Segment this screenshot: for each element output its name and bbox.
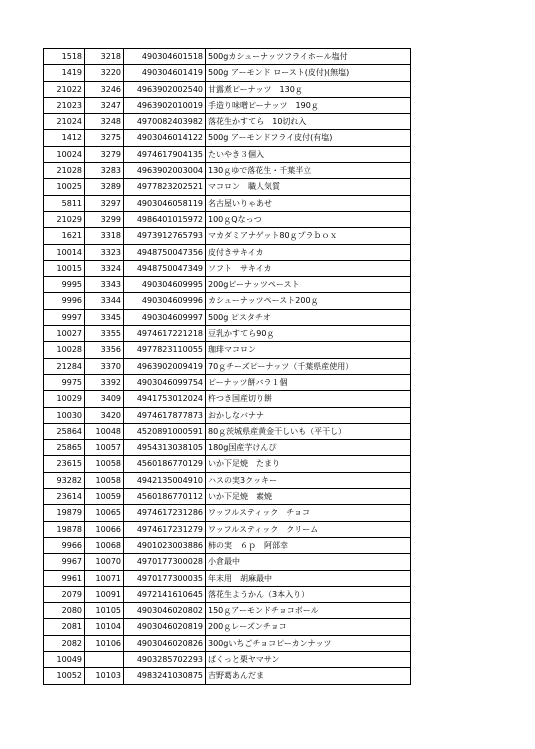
item-code-cell: 21022 (44, 81, 85, 97)
product-name-cell: カシューナッツペースト200ｇ (206, 293, 411, 309)
item-code-cell: 21024 (44, 114, 85, 130)
table-row (44, 65, 411, 81)
barcode-cell: 4948750047349 (124, 260, 206, 276)
item-code-cell: 9961 (44, 570, 85, 586)
product-number-cell: 10091 (85, 586, 124, 602)
product-name-cell: 500g アーモンドフライ皮付(有塩) (206, 130, 411, 146)
item-code-cell: 9967 (44, 554, 85, 570)
barcode-cell: 490304601518 (124, 49, 206, 65)
product-name-cell: いか下足焼 たまり (206, 456, 411, 472)
table-row (44, 440, 411, 456)
table-row (44, 277, 411, 293)
barcode-cell: 4903046020802 (124, 603, 206, 619)
item-code-cell: 10052 (44, 668, 85, 684)
product-name-cell: 落花生かすてら 10切れ入 (206, 114, 411, 130)
product-number-cell: 10103 (85, 668, 124, 684)
barcode-cell: 4977823110055 (124, 342, 206, 358)
product-number-cell: 3392 (85, 374, 124, 390)
product-name-cell: 300gいちごチョコピーカンナッツ (206, 635, 411, 651)
product-name-cell: ピーナッツ餅バラ１個 (206, 374, 411, 390)
product-number-cell: 10058 (85, 456, 124, 472)
item-code-cell: 10028 (44, 342, 85, 358)
barcode-cell: 4901023003886 (124, 537, 206, 553)
table-row (44, 293, 411, 309)
product-name-cell: 200gピーナッツペースト (206, 277, 411, 293)
product-name-cell: ワッフルスティック クリーム (206, 521, 411, 537)
product-number-cell: 3318 (85, 228, 124, 244)
barcode-cell: 4977823202521 (124, 179, 206, 195)
product-name-cell: マコロン 職人気質 (206, 179, 411, 195)
product-name-cell: ぱくっと栗ヤマサン (206, 651, 411, 667)
barcode-cell: 490304609997 (124, 309, 206, 325)
table-row (44, 211, 411, 227)
barcode-cell: 490304601419 (124, 65, 206, 81)
barcode-cell: 490304609995 (124, 277, 206, 293)
product-name-cell: 杵つき国産切り餅 (206, 391, 411, 407)
item-code-cell: 93282 (44, 472, 85, 488)
barcode-cell: 4973912765793 (124, 228, 206, 244)
product-name-cell: 珈琲マコロン (206, 342, 411, 358)
product-number-cell: 3345 (85, 309, 124, 325)
item-code-cell: 9995 (44, 277, 85, 293)
barcode-cell: 4948750047356 (124, 244, 206, 260)
table-row (44, 97, 411, 113)
item-code-cell: 21029 (44, 211, 85, 227)
barcode-cell: 4941753012024 (124, 391, 206, 407)
item-code-cell: 2081 (44, 619, 85, 635)
product-number-cell: 3343 (85, 277, 124, 293)
table-row (44, 49, 411, 65)
product-name-cell: 150ｇアーモンドチョコボール (206, 603, 411, 619)
product-name-cell: 500gカシューナッツフライホール塩付 (206, 49, 411, 65)
item-code-cell: 10030 (44, 407, 85, 423)
product-name-cell: ソフト サキイカ (206, 260, 411, 276)
barcode-cell: 4986401015972 (124, 211, 206, 227)
table-row (44, 342, 411, 358)
product-number-cell: 10104 (85, 619, 124, 635)
product-number-cell: 10070 (85, 554, 124, 570)
product-name-cell: 皮付きサキイカ (206, 244, 411, 260)
table-row (44, 537, 411, 553)
table-row (44, 489, 411, 505)
product-name-cell: 100ｇQなっつ (206, 211, 411, 227)
barcode-cell: 4974617877873 (124, 407, 206, 423)
item-code-cell: 10014 (44, 244, 85, 260)
product-number-cell: 3283 (85, 163, 124, 179)
product-name-cell: 落花生ようかん（3本入り） (206, 586, 411, 602)
product-number-cell: 3420 (85, 407, 124, 423)
product-name-cell: 名古屋いりゃあせ (206, 195, 411, 211)
barcode-cell: 4903046058119 (124, 195, 206, 211)
table-row (44, 407, 411, 423)
product-number-cell: 3370 (85, 358, 124, 374)
product-table (43, 48, 411, 685)
product-number-cell: 10059 (85, 489, 124, 505)
product-number-cell: 3299 (85, 211, 124, 227)
barcode-cell: 4963902010019 (124, 97, 206, 113)
barcode-cell: 4963902009419 (124, 358, 206, 374)
product-number-cell: 10105 (85, 603, 124, 619)
product-number-cell: 10057 (85, 440, 124, 456)
barcode-cell: 4963902003004 (124, 163, 206, 179)
item-code-cell: 2079 (44, 586, 85, 602)
barcode-cell: 4954313038105 (124, 440, 206, 456)
product-number-cell: 3323 (85, 244, 124, 260)
product-number-cell: 10058 (85, 472, 124, 488)
barcode-cell: 4970177300028 (124, 554, 206, 570)
barcode-cell: 4903046014122 (124, 130, 206, 146)
product-name-cell: たいやき３個入 (206, 146, 411, 162)
product-name-cell: 80ｇ茨城県産黄金干しいも（平干し） (206, 423, 411, 439)
table-row (44, 146, 411, 162)
product-name-cell: 500g ピスタチオ (206, 309, 411, 325)
item-code-cell: 1621 (44, 228, 85, 244)
table-row (44, 114, 411, 130)
table-row (44, 521, 411, 537)
item-code-cell: 9966 (44, 537, 85, 553)
product-number-cell: 3356 (85, 342, 124, 358)
item-code-cell: 25865 (44, 440, 85, 456)
item-code-cell: 2080 (44, 603, 85, 619)
barcode-cell: 4560186770129 (124, 456, 206, 472)
product-table-body (44, 49, 411, 685)
product-name-cell: 70ｇチーズピーナッツ（千葉県産使用） (206, 358, 411, 374)
product-name-cell: 甘露煮ピーナッツ 130ｇ (206, 81, 411, 97)
item-code-cell: 1419 (44, 65, 85, 81)
barcode-cell: 4903285702293 (124, 651, 206, 667)
item-code-cell: 10027 (44, 326, 85, 342)
table-row (44, 586, 411, 602)
item-code-cell: 10025 (44, 179, 85, 195)
product-number-cell: 3220 (85, 65, 124, 81)
table-row (44, 456, 411, 472)
product-name-cell: いか下足焼 素焼 (206, 489, 411, 505)
item-code-cell: 21023 (44, 97, 85, 113)
product-name-cell: 豆乳かすてら90ｇ (206, 326, 411, 342)
table-row (44, 423, 411, 439)
barcode-cell: 4974617904135 (124, 146, 206, 162)
table-row (44, 603, 411, 619)
item-code-cell: 21284 (44, 358, 85, 374)
product-number-cell: 3289 (85, 179, 124, 195)
product-name-cell: マカダミアナゲット80ｇプラｂｏｘ (206, 228, 411, 244)
product-number-cell: 3409 (85, 391, 124, 407)
product-name-cell: 年末用 胡麻最中 (206, 570, 411, 586)
barcode-cell: 4942135004910 (124, 472, 206, 488)
product-number-cell: 3247 (85, 97, 124, 113)
table-row (44, 179, 411, 195)
product-number-cell: 10066 (85, 521, 124, 537)
barcode-cell: 4903046020826 (124, 635, 206, 651)
item-code-cell: 9997 (44, 309, 85, 325)
table-row (44, 195, 411, 211)
barcode-cell: 4972141610645 (124, 586, 206, 602)
product-number-cell: 3324 (85, 260, 124, 276)
table-row (44, 554, 411, 570)
table-row (44, 472, 411, 488)
barcode-cell: 4903046099754 (124, 374, 206, 390)
table-row (44, 619, 411, 635)
table-row (44, 358, 411, 374)
product-number-cell: 3246 (85, 81, 124, 97)
table-row (44, 244, 411, 260)
product-number-cell: 10106 (85, 635, 124, 651)
table-row (44, 505, 411, 521)
item-code-cell: 25864 (44, 423, 85, 439)
product-number-cell: 3344 (85, 293, 124, 309)
barcode-cell: 4970177300035 (124, 570, 206, 586)
table-row (44, 374, 411, 390)
product-number-cell: 3297 (85, 195, 124, 211)
product-number-cell: 3275 (85, 130, 124, 146)
item-code-cell: 5811 (44, 195, 85, 211)
product-number-cell: 3355 (85, 326, 124, 342)
product-number-cell: 3218 (85, 49, 124, 65)
item-code-cell: 10049 (44, 651, 85, 667)
product-name-cell: 130ｇゆで落花生・千葉半立 (206, 163, 411, 179)
table-row (44, 635, 411, 651)
table-row (44, 326, 411, 342)
table-row (44, 309, 411, 325)
product-name-cell: 手造り味噌ピーナッツ 190ｇ (206, 97, 411, 113)
item-code-cell: 10029 (44, 391, 85, 407)
product-name-cell: 吉野葛あんだま (206, 668, 411, 684)
barcode-cell: 4970082403982 (124, 114, 206, 130)
barcode-cell: 4903046020819 (124, 619, 206, 635)
item-code-cell: 9975 (44, 374, 85, 390)
table-row (44, 81, 411, 97)
product-name-cell: ワッフルスティック チョコ (206, 505, 411, 521)
barcode-cell: 4983241030875 (124, 668, 206, 684)
table-row (44, 228, 411, 244)
product-number-cell: 10048 (85, 423, 124, 439)
product-number-cell (85, 651, 124, 667)
item-code-cell: 1412 (44, 130, 85, 146)
barcode-cell: 4560186770112 (124, 489, 206, 505)
item-code-cell: 23614 (44, 489, 85, 505)
barcode-cell: 4520891000591 (124, 423, 206, 439)
product-name-cell: 柿の実 ６ｐ 阿部幸 (206, 537, 411, 553)
product-name-cell: ハスの実3クッキー (206, 472, 411, 488)
item-code-cell: 2082 (44, 635, 85, 651)
barcode-cell: 4974617231286 (124, 505, 206, 521)
table-row (44, 668, 411, 684)
product-name-cell: おかしなバナナ (206, 407, 411, 423)
table-row (44, 260, 411, 276)
barcode-cell: 490304609996 (124, 293, 206, 309)
item-code-cell: 10024 (44, 146, 85, 162)
table-row (44, 391, 411, 407)
product-name-cell: 小倉最中 (206, 554, 411, 570)
table-row (44, 163, 411, 179)
item-code-cell: 10015 (44, 260, 85, 276)
barcode-cell: 4974617231279 (124, 521, 206, 537)
product-name-cell: 500g アーモンド ロースト(皮付)(無塩) (206, 65, 411, 81)
product-number-cell: 10068 (85, 537, 124, 553)
item-code-cell: 1518 (44, 49, 85, 65)
item-code-cell: 21028 (44, 163, 85, 179)
product-name-cell: 200ｇレーズンチョコ (206, 619, 411, 635)
item-code-cell: 19878 (44, 521, 85, 537)
table-row (44, 130, 411, 146)
product-number-cell: 10065 (85, 505, 124, 521)
barcode-cell: 4963902002540 (124, 81, 206, 97)
table-row (44, 651, 411, 667)
barcode-cell: 4974617221218 (124, 326, 206, 342)
table-row (44, 570, 411, 586)
item-code-cell: 23615 (44, 456, 85, 472)
product-name-cell: 180g国産芋けんぴ (206, 440, 411, 456)
product-number-cell: 10071 (85, 570, 124, 586)
product-number-cell: 3248 (85, 114, 124, 130)
item-code-cell: 19879 (44, 505, 85, 521)
item-code-cell: 9996 (44, 293, 85, 309)
product-number-cell: 3279 (85, 146, 124, 162)
